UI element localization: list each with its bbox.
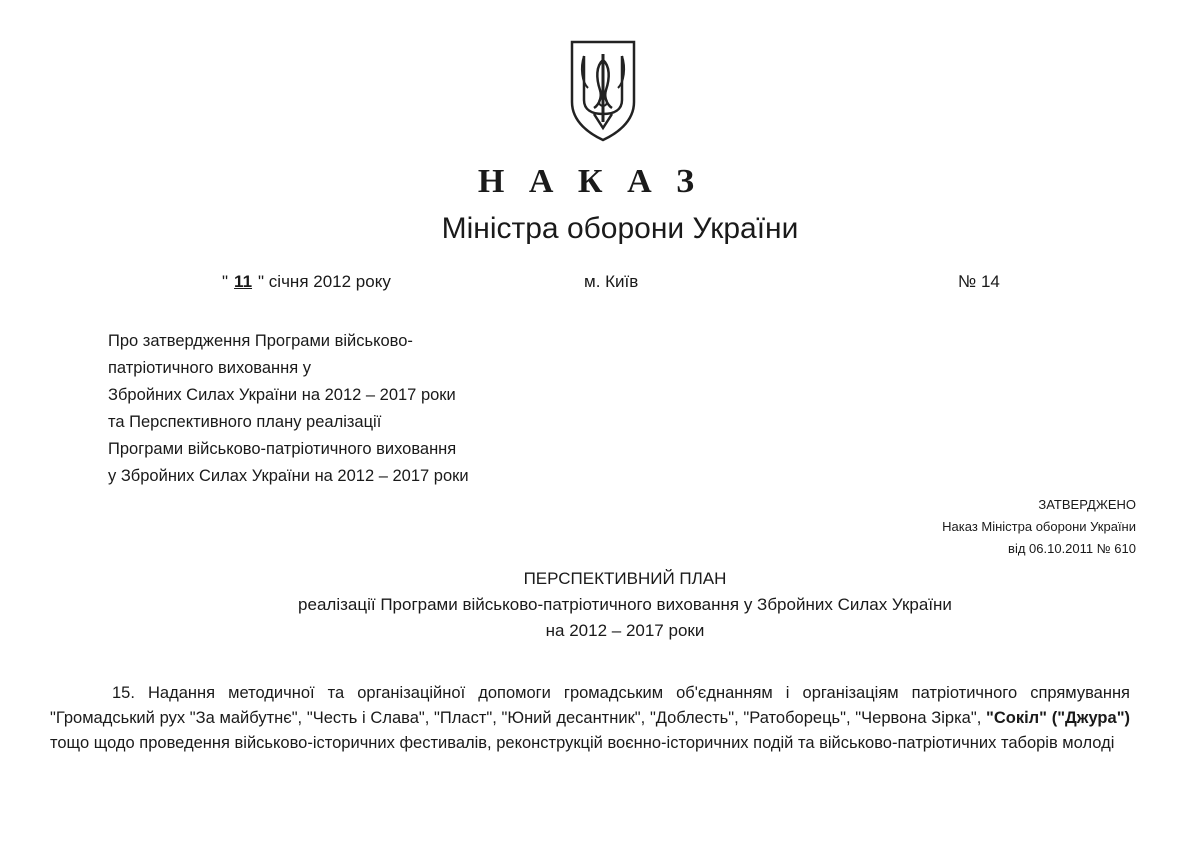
item-text-a: Надання методичної та організаційної допомоги громадським об'єднанням і організаціям патріотичного спрямування "Громадський рух "За майбутнє", "Честь і Слава", "Пласт", "Юний десантник", "Доблесть", "Ратоборець", "Червона Зірка", — [50, 684, 1130, 727]
subject-line: Про затвердження Програми військово- — [108, 332, 413, 350]
subject-line: Програми військово-патріотичного виховання — [108, 440, 457, 458]
order-date-rest: січня 2012 року — [268, 272, 391, 291]
item-text-bold: "Сокіл" ("Джура") — [986, 709, 1131, 727]
order-subject — [108, 328, 628, 490]
plan-item-15 — [50, 681, 1130, 756]
approval-label: ЗАТВЕРДЖЕНО — [1038, 497, 1136, 512]
order-subtitle: Міністра оборони України — [441, 212, 799, 245]
order-city: м. Київ — [584, 272, 639, 291]
plan-subtitle-line2: на 2012 – 2017 роки — [545, 621, 705, 640]
plan-subtitle-line1: реалізації Програми військово-патріотичного виховання у Збройних Силах України — [298, 595, 952, 614]
subject-line: у Збройних Силах України на 2012 – 2017 роки — [108, 467, 469, 485]
order-number: № 14 — [958, 272, 1000, 291]
order-day: 11 — [234, 272, 253, 291]
subject-line: та Перспективного плану реалізації — [108, 413, 382, 431]
plan-title: ПЕРСПЕКТИВНИЙ ПЛАН — [523, 569, 727, 588]
item-text-b: тощо щодо проведення військово-історичних фестивалів, реконструкцій воєнно-історичних подій та військово-патріотичних таборів молоді — [50, 734, 1115, 752]
plan-heading — [0, 566, 1180, 644]
approval-order: Наказ Міністра оборони України — [942, 519, 1136, 534]
subject-line: патріотичного виховання у — [108, 359, 312, 377]
item-number: 15. — [112, 684, 135, 702]
trident-coat-of-arms-icon — [566, 38, 640, 144]
approval-stamp — [942, 494, 1136, 560]
order-title: Н А К А З — [477, 163, 703, 200]
order-date: " 11 " січня 2012 року — [222, 272, 391, 291]
subject-line: Збройних Силах України на 2012 – 2017 роки — [108, 386, 456, 404]
approval-date-number: від 06.10.2011 № 610 — [1008, 541, 1136, 556]
